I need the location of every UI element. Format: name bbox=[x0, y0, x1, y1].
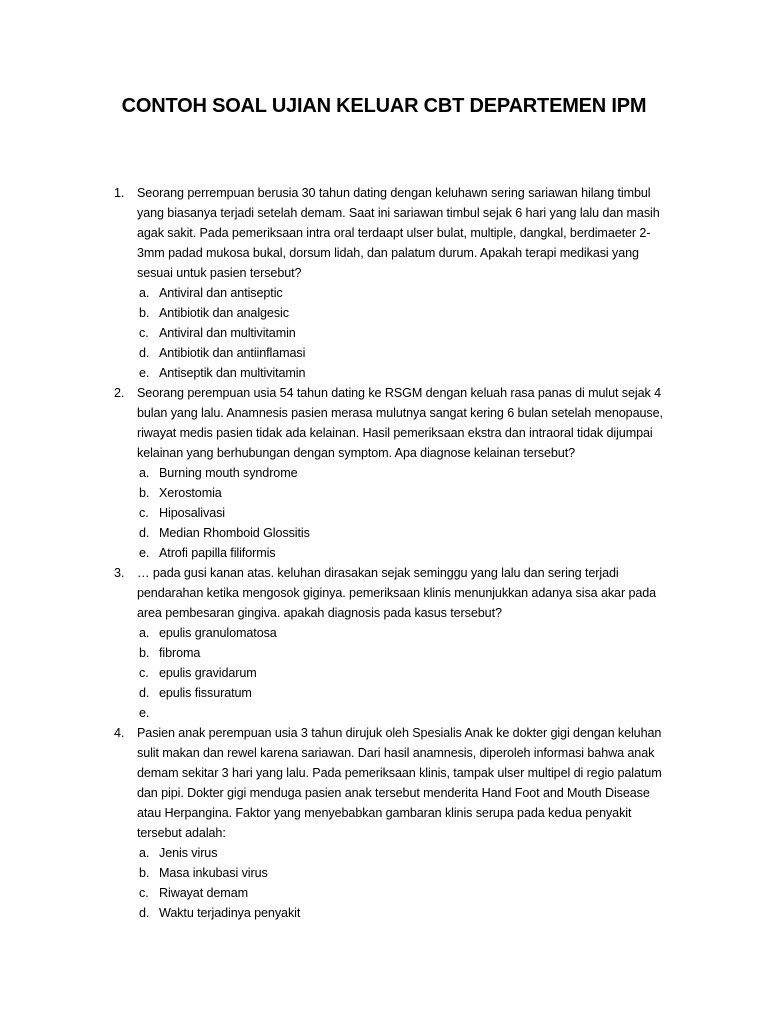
option-item bbox=[137, 483, 668, 503]
option-letter: a. bbox=[139, 466, 150, 480]
option-letter: c. bbox=[139, 326, 149, 340]
option-text: epulis fissuratum bbox=[159, 686, 252, 700]
question-text: Seorang perempuan usia 54 tahun dating ke RSGM dengan keluah rasa panas di mulut sejak 4 bulan yang lalu. Anamnesis pasien merasa mulutnya sangat kering 6 bulan setelah menopause, riwayat medis pasien tidak ada kelainan. Hasil pemeriksaan ekstra dan intraoral tidak dijumpai kelainan yang berhubungan dengan symptom. Apa diagnose kelainan tersebut? bbox=[137, 386, 663, 460]
option-letter: c. bbox=[139, 506, 149, 520]
question-number: 3. bbox=[114, 566, 125, 580]
option-text: Burning mouth syndrome bbox=[159, 466, 298, 480]
option-text: Antibiotik dan analgesic bbox=[159, 306, 289, 320]
option-letter: a. bbox=[139, 626, 150, 640]
option-text: Riwayat demam bbox=[159, 886, 248, 900]
option-text: Atrofi papilla filiformis bbox=[159, 546, 276, 560]
option-item bbox=[137, 663, 668, 683]
option-item bbox=[137, 283, 668, 303]
option-item bbox=[137, 303, 668, 323]
option-text: Median Rhomboid Glossitis bbox=[159, 526, 310, 540]
question-item bbox=[108, 563, 668, 723]
question-number: 2. bbox=[114, 386, 125, 400]
option-text: Waktu terjadinya penyakit bbox=[159, 906, 301, 920]
option-letter: c. bbox=[139, 886, 149, 900]
option-item bbox=[137, 643, 668, 663]
option-item bbox=[137, 623, 668, 643]
option-list bbox=[137, 463, 668, 563]
question-item bbox=[108, 183, 668, 383]
question-number: 1. bbox=[114, 186, 125, 200]
question-text: Pasien anak perempuan usia 3 tahun dirujuk oleh Spesialis Anak ke dokter gigi dengan keluhan sulit makan dan rewel karena sariawan. Dari hasil anamnesis, diperoleh informasi bahwa anak demam sekitar 3 hari yang lalu. Pada pemeriksaan klinis, tampak ulser multipel di regio palatum dan pipi. Dokter gigi menduga pasien anak tersebut menderita Hand Foot and Mouth Disease atau Herpangina. Faktor yang menyebabkan gambaran klinis serupa pada kedua penyakit tersebut adalah: bbox=[137, 726, 662, 840]
option-text: Antiviral dan multivitamin bbox=[159, 326, 296, 340]
option-item bbox=[137, 463, 668, 483]
option-text: fibroma bbox=[159, 646, 201, 660]
option-letter: e. bbox=[139, 366, 150, 380]
option-item bbox=[137, 523, 668, 543]
question-item bbox=[108, 723, 668, 923]
question-text: Seorang perrempuan berusia 30 tahun dating dengan keluhawn sering sariawan hilang timbul yang biasanya terjadi setelah demam. Saat ini sariawan timbul sejak 6 hari yang lalu dan masih agak sakit. Pada pemeriksaan intra oral terdaapt ulser bulat, multiple, dangkal, berdimaeter 2-3mm padad mukosa bukal, dorsum lidah, dan palatum durum. Apakah terapi medikasi yang sesuai untuk pasien tersebut? bbox=[137, 186, 660, 280]
option-letter: d. bbox=[139, 686, 150, 700]
option-letter: b. bbox=[139, 866, 150, 880]
option-list bbox=[137, 623, 668, 723]
option-letter: d. bbox=[139, 906, 150, 920]
question-list bbox=[108, 183, 668, 923]
option-text: Hiposalivasi bbox=[159, 506, 225, 520]
option-item bbox=[137, 883, 668, 903]
option-letter: e. bbox=[139, 706, 150, 720]
option-text: Xerostomia bbox=[159, 486, 222, 500]
option-list bbox=[137, 843, 668, 923]
option-item bbox=[137, 863, 668, 883]
option-text: epulis granulomatosa bbox=[159, 626, 277, 640]
option-letter: d. bbox=[139, 526, 150, 540]
option-letter: d. bbox=[139, 346, 150, 360]
option-list bbox=[137, 283, 668, 383]
option-letter: b. bbox=[139, 646, 150, 660]
option-letter: b. bbox=[139, 486, 150, 500]
question-item bbox=[108, 383, 668, 563]
option-letter: a. bbox=[139, 846, 150, 860]
option-text: Jenis virus bbox=[159, 846, 218, 860]
option-item bbox=[137, 363, 668, 383]
option-item bbox=[137, 503, 668, 523]
option-item bbox=[137, 683, 668, 703]
option-text: Antibiotik dan antiinflamasi bbox=[159, 346, 306, 360]
option-item bbox=[137, 543, 668, 563]
option-letter: b. bbox=[139, 306, 150, 320]
option-text: Antiviral dan antiseptic bbox=[159, 286, 283, 300]
question-number: 4. bbox=[114, 726, 125, 740]
option-letter: a. bbox=[139, 286, 150, 300]
option-item bbox=[137, 343, 668, 363]
question-text: … pada gusi kanan atas. keluhan dirasakan sejak seminggu yang lalu dan sering terjadi pendarahan ketika mengosok giginya. pemeriksaan klinis menunjukkan adanya sisa akar pada area pembesaran gingiva. apakah diagnosis pada kasus tersebut? bbox=[137, 566, 657, 620]
option-letter: e. bbox=[139, 546, 150, 560]
document-title: CONTOH SOAL UJIAN KELUAR CBT DEPARTEMEN IPM bbox=[121, 95, 647, 117]
option-text: Antiseptik dan multivitamin bbox=[159, 366, 306, 380]
option-text: Masa inkubasi virus bbox=[159, 866, 268, 880]
option-item bbox=[137, 903, 668, 923]
option-item bbox=[137, 703, 668, 723]
option-text: epulis gravidarum bbox=[159, 666, 257, 680]
option-item bbox=[137, 323, 668, 343]
option-item bbox=[137, 843, 668, 863]
option-letter: c. bbox=[139, 666, 149, 680]
